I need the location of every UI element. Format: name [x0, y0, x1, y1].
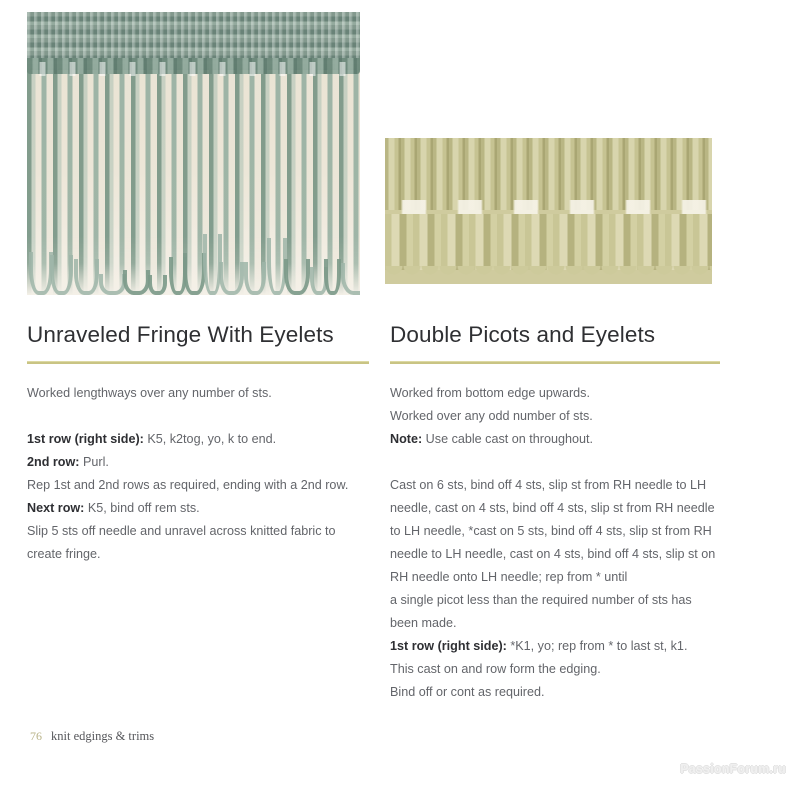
instruction-line: needle to LH needle, cast on 4 sts, bind off 4 sts, slip st on: [390, 546, 716, 561]
right-instruction-lines: [390, 474, 720, 704]
fringe-loop: [123, 270, 150, 295]
instruction-line: Next row: K5, bind off rem sts.: [27, 500, 200, 515]
fringe-loop: [244, 262, 266, 295]
fringe-loop: [99, 274, 126, 295]
instruction-line: 2nd row: Purl.: [27, 454, 109, 469]
right-intro-lines: [390, 382, 720, 451]
left-title-rule: [27, 361, 369, 364]
site-watermark: PassionForum.ru: [680, 762, 786, 776]
instruction-line: Note: Use cable cast on throughout.: [390, 431, 594, 446]
instruction-label: Note:: [390, 431, 423, 446]
instruction-line: 1st row (right side): K5, k2tog, yo, k to end.: [27, 431, 277, 446]
right-pattern-body: [390, 382, 720, 704]
unravelled-fringe-swatch-image: [27, 12, 360, 295]
left-pattern-column: [27, 322, 369, 566]
right-pattern-title: Double Picots and Eyelets: [390, 322, 656, 347]
instruction-line: Cast on 6 sts, bind off 4 sts, slip st from RH needle to LH: [390, 477, 707, 492]
page-number: 76: [30, 729, 42, 743]
left-pattern-title: Unraveled Fringe With Eyelets: [27, 322, 334, 347]
fringe-loop: [341, 263, 360, 295]
fringe-loop: [324, 259, 341, 295]
instruction-line: create fringe.: [27, 546, 101, 561]
page-footer: [30, 729, 154, 744]
fringe-loop: [74, 259, 99, 295]
instruction-label: Next row:: [27, 500, 85, 515]
instruction-line: Bind off or cont as required.: [390, 684, 545, 699]
fringe-loops: [27, 205, 360, 295]
instruction-line: Slip 5 sts off needle and unravel across knitted fabric to: [27, 523, 336, 538]
instruction-line: This cast on and row form the edging.: [390, 661, 601, 676]
eyelet-row: [27, 62, 360, 76]
left-intro-line: Worked lengthways over any number of sts.: [27, 385, 272, 400]
right-title-rule: [390, 361, 720, 364]
instruction-label: 1st row (right side):: [27, 431, 144, 446]
instruction-line: Worked from bottom edge upwards.: [390, 385, 590, 400]
double-picots-swatch-image: [385, 138, 712, 284]
instruction-label: 1st row (right side):: [390, 638, 507, 653]
fringe-loop: [50, 255, 73, 295]
instruction-line: Rep 1st and 2nd rows as required, ending with a 2nd row.: [27, 477, 349, 492]
right-pattern-column: [390, 322, 720, 704]
instruction-line: to LH needle, *cast on 5 sts, bind off 4 sts, slip st from RH: [390, 523, 712, 538]
running-head: knit edgings & trims: [51, 729, 155, 743]
instruction-line: been made.: [390, 615, 457, 630]
picot-knot-row: [385, 214, 712, 270]
instruction-line: needle, cast on 4 sts, bind off 4 sts, slip st from RH needle: [390, 500, 715, 515]
picot-scalloped-edge: [385, 266, 712, 284]
left-instruction-lines: [27, 428, 369, 566]
instruction-line: Worked over any odd number of sts.: [390, 408, 593, 423]
instruction-line: 1st row (right side): *K1, yo; rep from * to last st, k1.: [390, 638, 688, 653]
instruction-line: a single picot less than the required number of sts has: [390, 592, 692, 607]
instruction-line: RH needle onto LH needle; rep from * until: [390, 569, 628, 584]
fringe-loop: [148, 275, 167, 295]
fringe-loop: [219, 262, 244, 295]
fringe-loop: [284, 259, 310, 295]
instruction-label: 2nd row:: [27, 454, 80, 469]
left-pattern-body: [27, 382, 369, 566]
